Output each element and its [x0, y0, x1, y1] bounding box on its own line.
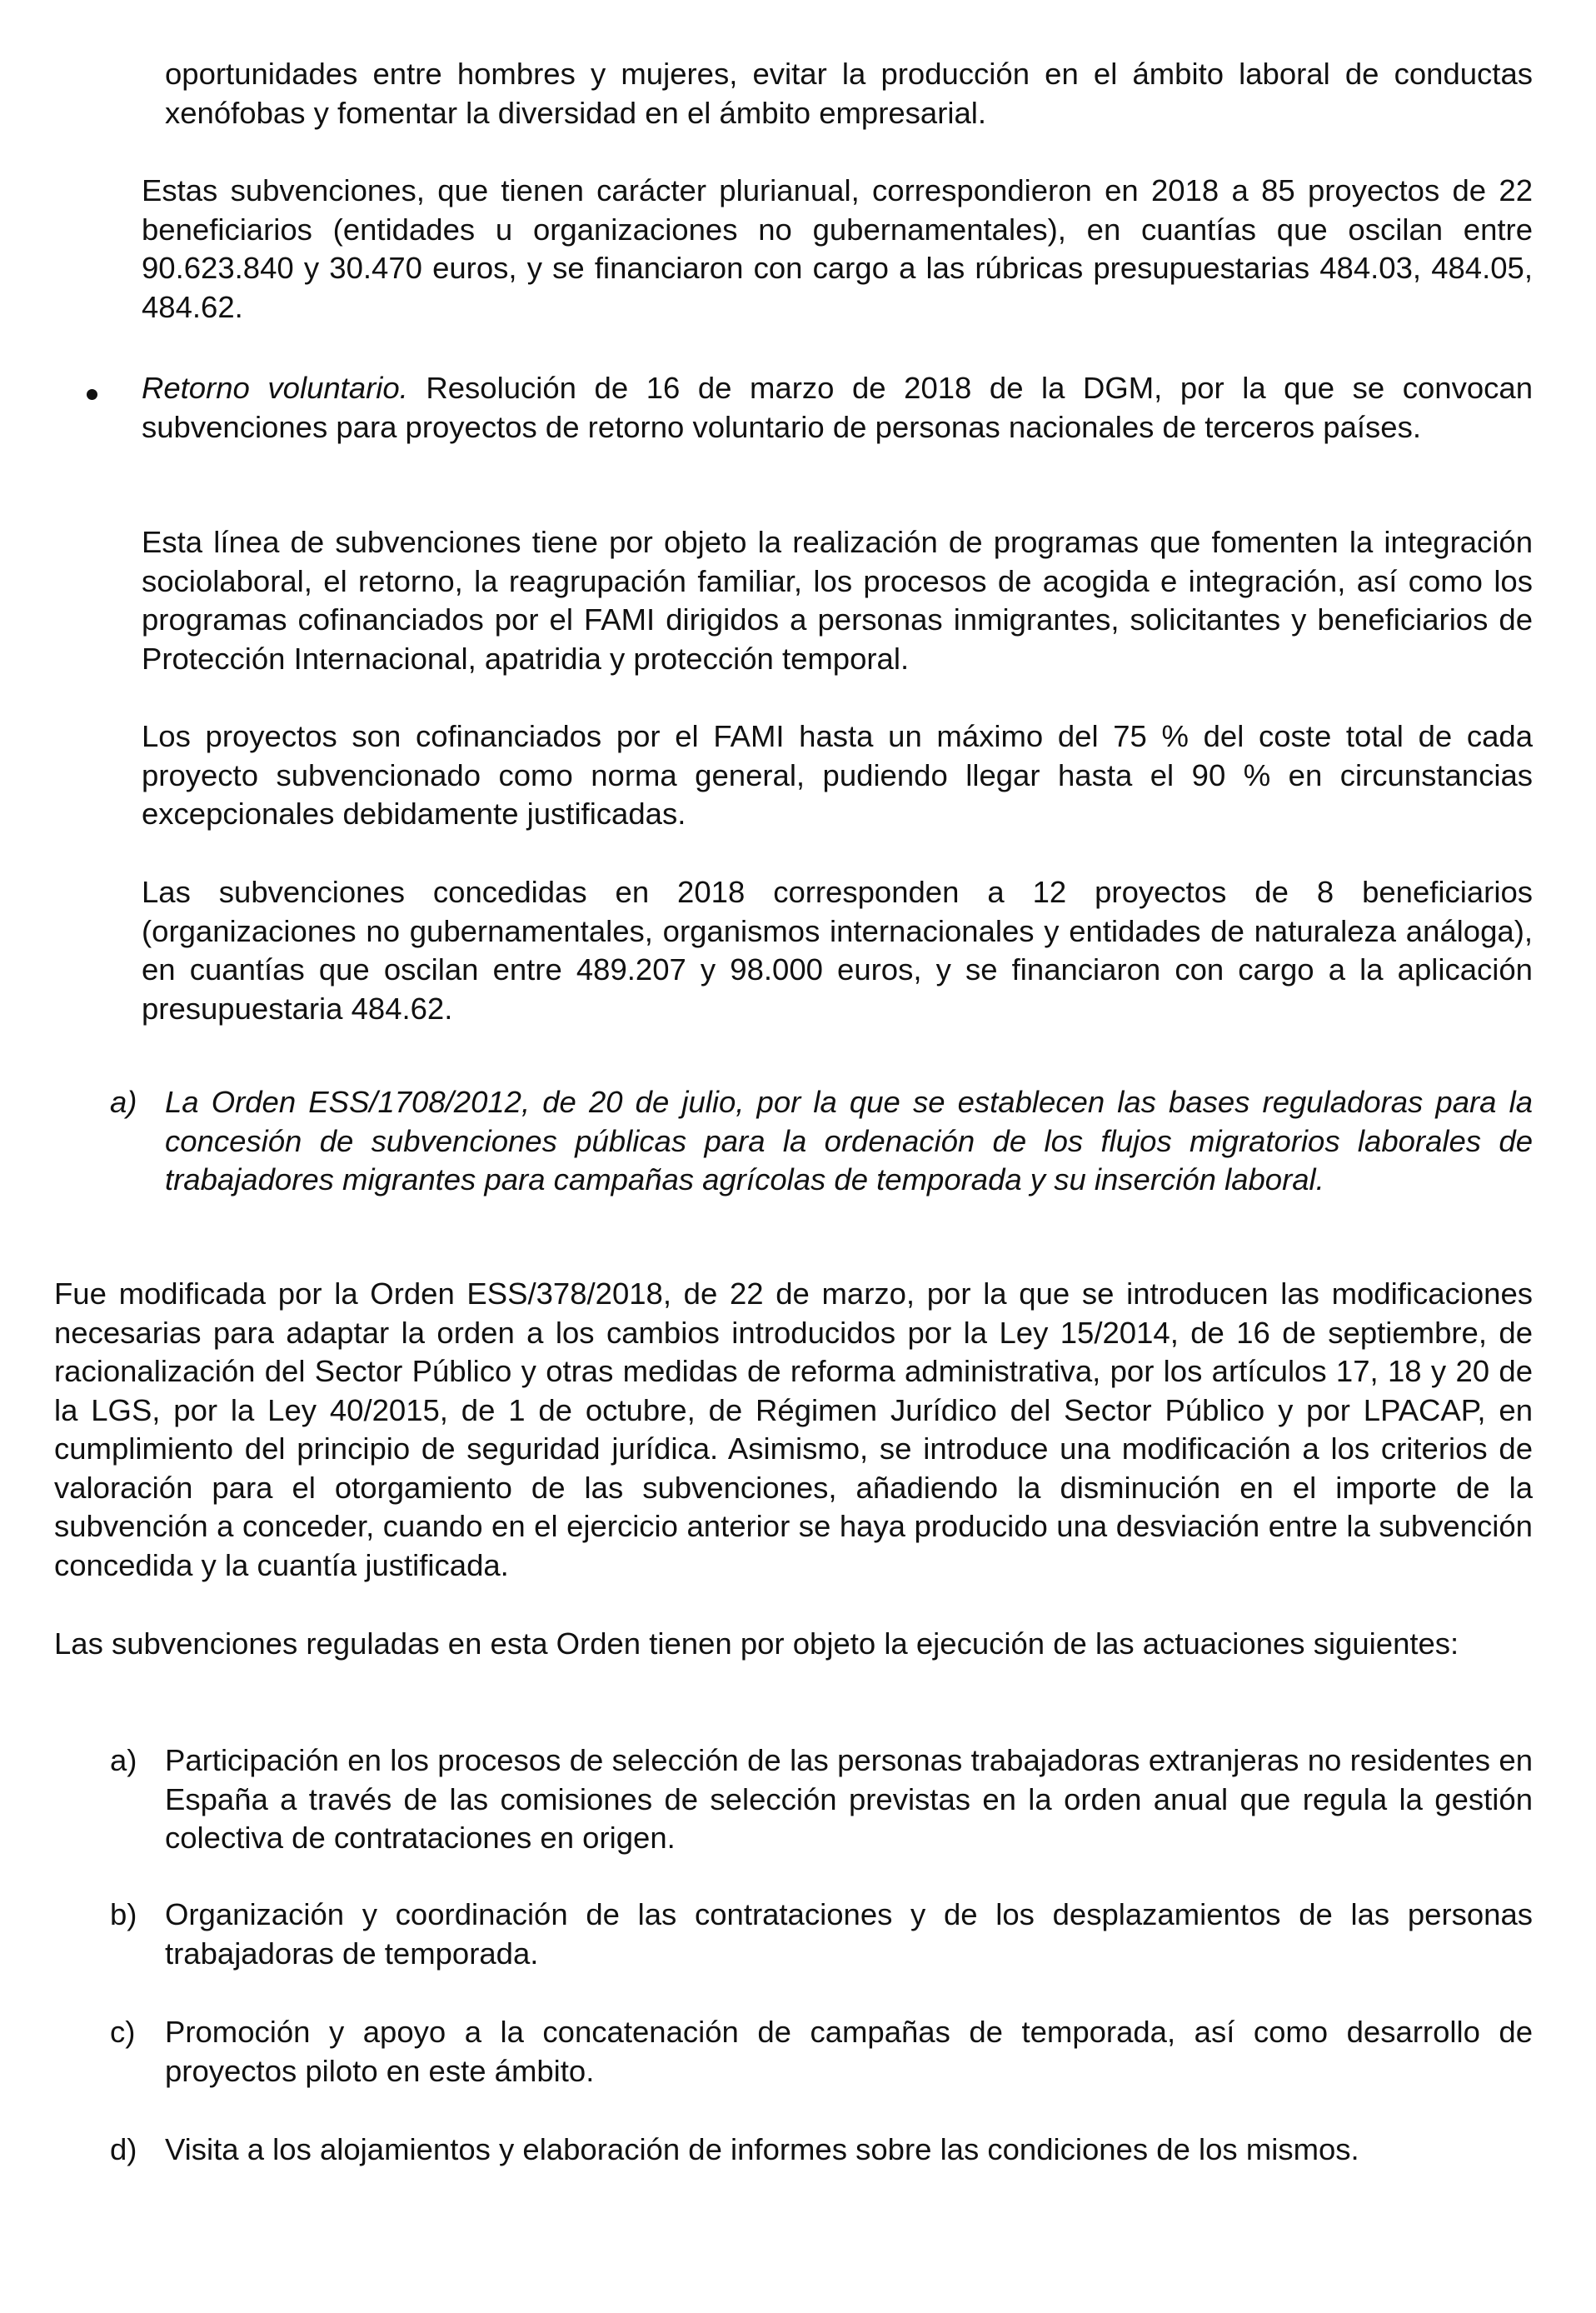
paragraph-fue-modificada: Fue modificada por la Orden ESS/378/2018, de 22 de marzo, por la que se introducen las modificaciones necesarias para adaptar la orden a los cambios introducidos por la Ley 15/2014, de 16 de septiembre, de racionalización del Sector Público y otras medidas de reforma administrativa, por los artículos 17, 18 y 20 de la LGS, por la Ley 40/2015, de 1 de octubre, de Régimen Jurídico del Sector Público y por LPACAP, en cumplimiento del principio de seguridad jurídica. Asimismo, se introduce una modificación a los criterios de valoración para el otorgamiento de las subvenciones, añadiendo la disminución en el importe de la subvención a conceder, cuando en el ejercicio anterior se haya producido una desviación entre la subvención concedida y la cuantía justificada. — [54, 1276, 1533, 1582]
list-marker: d) — [110, 2132, 137, 2166]
paragraph-subvenciones-concedidas: Las subvenciones concedidas en 2018 corresponden a 12 proyectos de 8 beneficiarios (organizaciones no gubernamentales, organismos internacionales y entidades de naturaleza análoga), en cuantías que oscilan entre 489.207 y 98.000 euros, y se financiaron con cargo a la aplicación presupuestaria 484.62. — [142, 875, 1533, 1026]
list-marker: a) — [110, 1085, 137, 1119]
bullet-text: Resolución de 16 de marzo de 2018 de la DGM, por la que se convocan subvenciones para proyectos de retorno voluntario de personas nacionales de terceros países. — [142, 371, 1533, 444]
bullet-title: Retorno voluntario. — [142, 371, 408, 405]
list-marker: a) — [110, 1743, 137, 1777]
list-item-b: Organización y coordinación de las contrataciones y de los desplazamientos de las personas trabajadoras de temporada. — [165, 1897, 1533, 1971]
paragraph-continuation: oportunidades entre hombres y mujeres, evitar la producción en el ámbito laboral de conductas xenófobas y fomentar la diversidad en el ámbito empresarial. — [165, 57, 1533, 130]
list-item-d: Visita a los alojamientos y elaboración de informes sobre las condiciones de los mismos. — [165, 2132, 1359, 2166]
paragraph-orden-ess-1708: La Orden ESS/1708/2012, de 20 de julio, por la que se establecen las bases reguladoras para la concesión de subvenciones públicas para la ordenación de los flujos migratorios laborales de trabajadores migrantes para campañas agrícolas de temporada y su inserción laboral. — [165, 1085, 1533, 1196]
list-item-c: Promoción y apoyo a la concatenación de campañas de temporada, así como desarrollo de proyectos piloto en este ámbito. — [165, 2015, 1533, 2088]
paragraph-subvenciones-reguladas: Las subvenciones reguladas en esta Orden tienen por objeto la ejecución de las actuaciones siguientes: — [54, 1626, 1459, 1661]
paragraph-estas-subvenciones: Estas subvenciones, que tienen carácter plurianual, correspondieron en 2018 a 85 proyectos de 22 beneficiarios (entidades u organizaciones no gubernamentales), en cuantías que oscilan entre 90.623.840 y 30.470 euros, y se financiaron con cargo a las rúbricas presupuestarias 484.03, 484.05, 484.62. — [142, 173, 1533, 324]
bullet-icon — [87, 389, 97, 400]
bullet-retorno-voluntario — [142, 369, 1533, 447]
list-marker: c) — [110, 2015, 136, 2049]
list-marker: b) — [110, 1897, 137, 1931]
list-item-a: Participación en los procesos de selección de las personas trabajadoras extranjeras no residentes en España a través de las comisiones de selección previstas en la orden anual que regula la gestión colectiva de contrataciones en origen. — [165, 1743, 1533, 1855]
paragraph-proyectos-cofinanciados: Los proyectos son cofinanciados por el FAMI hasta un máximo del 75 % del coste total de cada proyecto subvencionado como norma general, pudiendo llegar hasta el 90 % en circunstancias excepcionales debidamente justificadas. — [142, 719, 1533, 831]
paragraph-linea-subvenciones: Esta línea de subvenciones tiene por objeto la realización de programas que fomenten la integración sociolaboral, el retorno, la reagrupación familiar, los procesos de acogida e integración, así como los programas cofinanciados por el FAMI dirigidos a personas inmigrantes, solicitantes y beneficiarios de Protección Internacional, apatridia y protección temporal. — [142, 525, 1533, 676]
